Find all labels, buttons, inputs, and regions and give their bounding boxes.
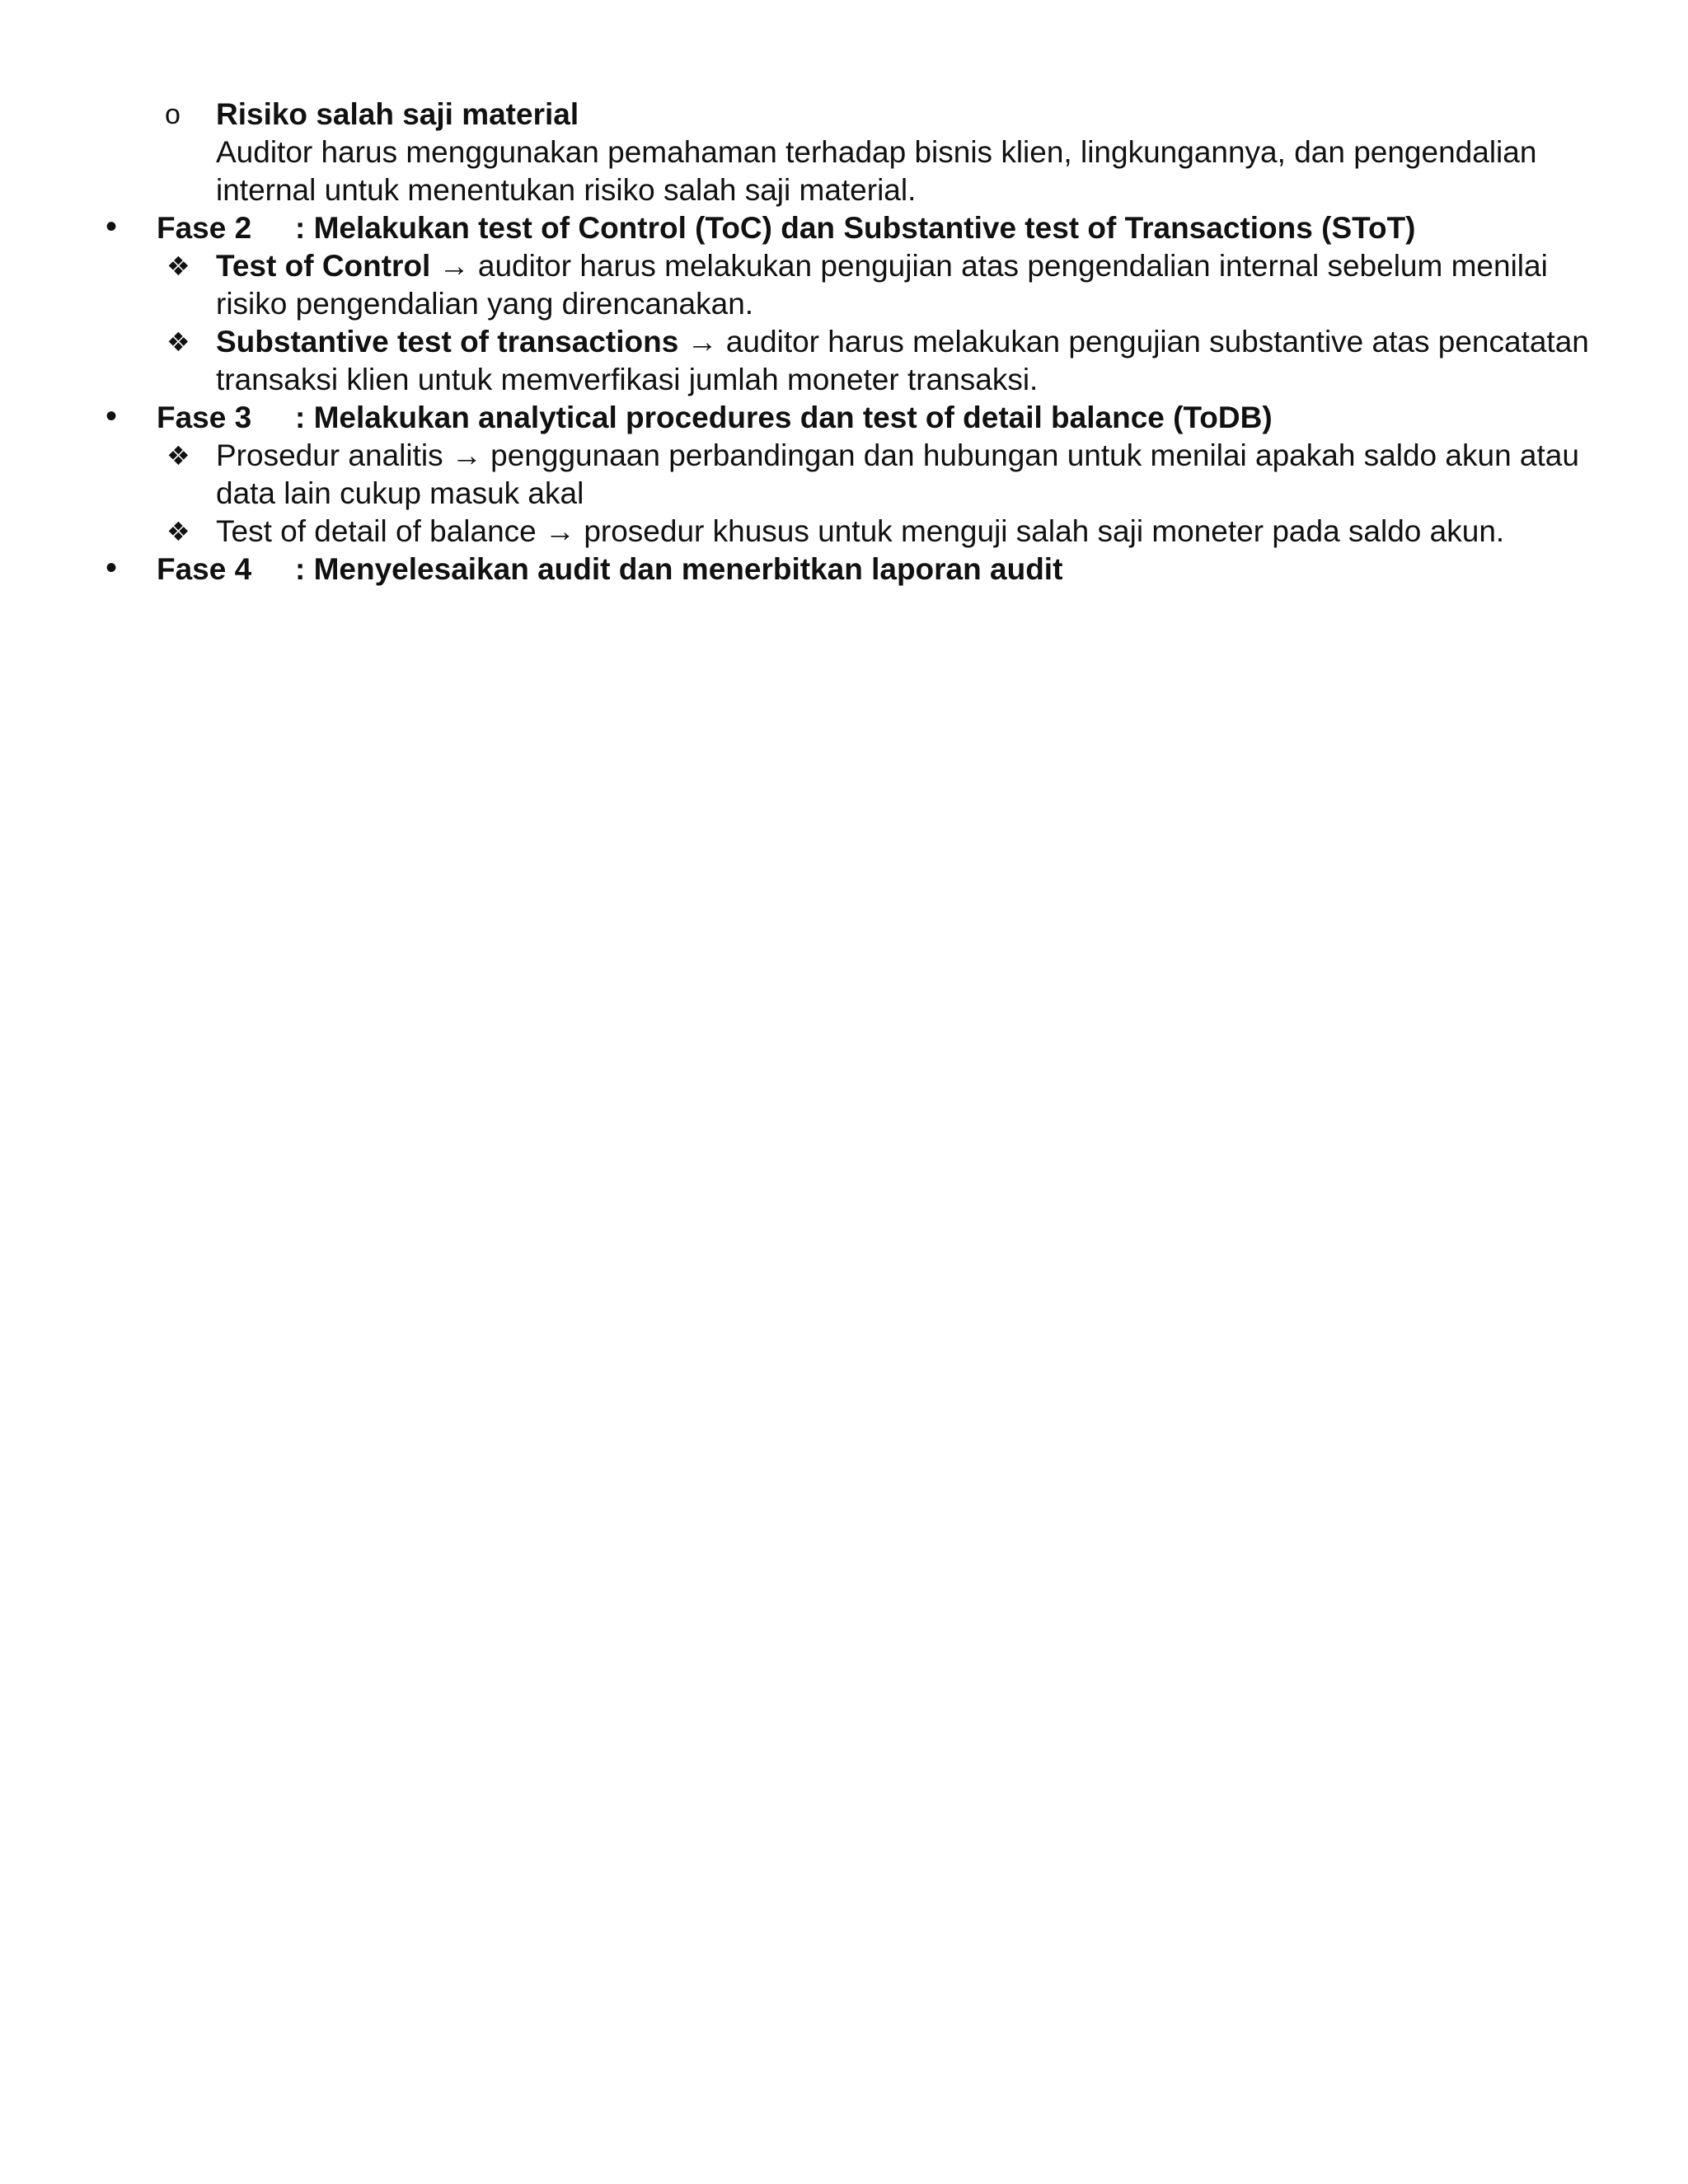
risk-heading: Risiko salah saji material <box>216 97 579 131</box>
fase2-title: : Melakukan test of Control (ToC) dan Substantive test of Transactions (SToT) <box>295 211 1416 245</box>
fase3-label: Fase 3 <box>157 401 252 434</box>
right-arrow-icon: → <box>451 438 482 472</box>
fase2-item1-term: Test of Control <box>216 249 431 283</box>
right-arrow-icon: → <box>545 514 576 548</box>
risk-text-line-2: internal untuk menentukan risiko salah saji material. <box>216 173 917 207</box>
fase3-item2-term: Test of detail of balance <box>216 514 537 548</box>
diamond-bullet-icon: ❖ <box>166 327 190 357</box>
right-arrow-icon: → <box>438 249 470 283</box>
bullet-icon: • <box>106 209 118 245</box>
circle-bullet-icon: o <box>165 99 181 130</box>
bullet-icon: • <box>106 550 118 586</box>
risk-text-line-1: Auditor harus menggunakan pemahaman terhadap bisnis klien, lingkungannya, dan pengendalian <box>216 135 1537 169</box>
diamond-bullet-icon: ❖ <box>166 251 190 281</box>
fase3-item2-text-line-1: prosedur khusus untuk menguji salah saji moneter pada saldo akun. <box>584 514 1505 548</box>
fase2-item2-term: Substantive test of transactions <box>216 325 679 359</box>
diamond-bullet-icon: ❖ <box>166 441 190 471</box>
fase2-item2-text-line-2: transaksi klien untuk memverfikasi jumlah moneter transaksi. <box>216 363 1039 396</box>
fase2-item1-text-line-2: risiko pengendalian yang direncanakan. <box>216 287 754 321</box>
fase4-title: : Menyelesaikan audit dan menerbitkan laporan audit <box>295 552 1063 586</box>
fase4-label: Fase 4 <box>157 552 252 586</box>
fase3-item1-text-line-1: penggunaan perbandingan dan hubungan untuk menilai apakah saldo akun atau <box>490 438 1579 472</box>
fase2-item2-text-line-1: auditor harus melakukan pengujian substantive atas pencatatan <box>725 325 1589 359</box>
bullet-icon: • <box>106 398 118 434</box>
fase2-item1-text-line-1: auditor harus melakukan pengujian atas pengendalian internal sebelum menilai <box>477 249 1548 283</box>
diamond-bullet-icon: ❖ <box>166 517 190 546</box>
fase2-label: Fase 2 <box>157 211 252 245</box>
right-arrow-icon: → <box>687 325 718 359</box>
fase3-title: : Melakukan analytical procedures dan test of detail balance (ToDB) <box>295 401 1273 434</box>
fase3-item1-text-line-2: data lain cukup masuk akal <box>216 476 584 510</box>
fase3-item1-term: Prosedur analitis <box>216 438 443 472</box>
